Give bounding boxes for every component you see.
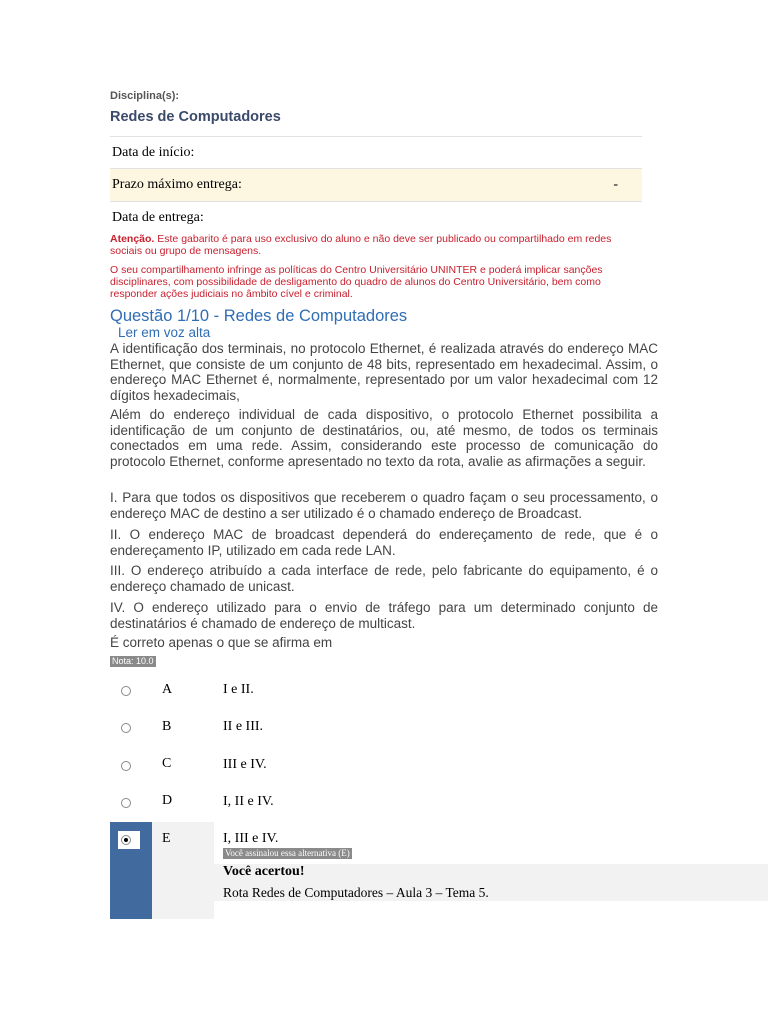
- option-b-radio[interactable]: [121, 723, 131, 733]
- option-e-radio-selected[interactable]: [121, 835, 131, 845]
- option-e-letter: E: [162, 831, 171, 846]
- statement-iii: III. O endereço atribuído a cada interface de rede, pelo fabricante do equipamento, é o endereço chamado de unicast.: [110, 563, 658, 594]
- option-c-letter: C: [162, 756, 172, 771]
- warning-notice: [110, 233, 638, 257]
- option-b-letter: B: [162, 719, 172, 734]
- option-a-letter: A: [162, 682, 173, 697]
- chosen-alternative-tag: Você assinalou essa alternativa (E): [225, 848, 350, 858]
- start-date-label: Data de início:: [112, 145, 195, 160]
- option-e-text[interactable]: I, III e IV.: [223, 831, 279, 846]
- deadline-label: Prazo máximo entrega:: [112, 177, 242, 192]
- question-title: Questão 1/10 - Redes de Computadores: [110, 307, 408, 325]
- delivery-date-label: Data de entrega:: [112, 210, 204, 225]
- option-c-text[interactable]: III e IV.: [223, 757, 267, 772]
- score-badge: Nota: 10.0: [112, 656, 154, 666]
- start-date-row: [110, 136, 642, 169]
- question-prompt: É correto apenas o que se afirma em: [110, 635, 333, 650]
- option-c-radio[interactable]: [121, 761, 131, 771]
- warning-text: Este gabarito é para uso exclusivo do aluno e não deve ser publicado ou compartilhado em redes sociais ou grupo de mensagens.: [110, 233, 612, 257]
- option-d-radio[interactable]: [121, 798, 131, 808]
- discipline-label: Disciplina(s):: [110, 90, 180, 102]
- option-d-text[interactable]: I, II e IV.: [223, 794, 274, 809]
- statement-iv: IV. O endereço utilizado para o envio de tráfego para um determinado conjunto de destinatários é chamado de endereço de multicast.: [110, 600, 658, 631]
- option-d-letter: D: [162, 793, 173, 808]
- option-a-radio[interactable]: [121, 686, 131, 696]
- feedback-title: Você acertou!: [223, 864, 305, 879]
- read-aloud-link[interactable]: Ler em voz alta: [118, 325, 211, 340]
- delivery-date-row: [110, 201, 642, 234]
- warning-strong: Atenção.: [110, 233, 155, 245]
- deadline-row: [110, 168, 642, 201]
- warning-sharing-text: O seu compartilhamento infringe as políticas do Centro Universitário UNINTER e poderá implicar sanções disciplinares, com possibilidade de desligamento do quadro de alunos do Centro Universitário, bem como responder ações judiciais no âmbito cível e criminal.: [110, 264, 603, 300]
- question-paragraph: A identificação dos terminais, no protocolo Ethernet, é realizada através do endereço MAC Ethernet, que consiste de um conjunto de 48 bits, representado em hexadecimal. Assim, o endereço MAC Ethernet é, normalmente, representado por um valor hexadecimal com 12 dígitos hexadecimais,: [110, 341, 658, 403]
- option-a-text[interactable]: I e II.: [223, 682, 254, 697]
- deadline-value: -: [613, 177, 618, 192]
- feedback-reference: Rota Redes de Computadores – Aula 3 – Tema 5.: [223, 885, 489, 900]
- discipline-name: Redes de Computadores: [110, 109, 281, 125]
- statement-i: I. Para que todos os dispositivos que receberem o quadro façam o seu processamento, o endereço MAC de destino a ser utilizado é o chamado endereço de Broadcast.: [110, 490, 658, 521]
- option-b-text[interactable]: II e III.: [223, 719, 264, 734]
- question-paragraph: Além do endereço individual de cada dispositivo, o protocolo Ethernet possibilita a identificação de um conjunto de destinatários, ou, até mesmo, de todos os terminais conectados em uma rede. Assim, considerando este processo de comunicação do protocolo Ethernet, conforme apresentado no texto da rota, avalie as afirmações a seguir.: [110, 407, 658, 469]
- statement-ii: II. O endereço MAC de broadcast dependerá do endereçamento de rede, que é o endereçamento IP, utilizado em cada rede LAN.: [110, 527, 658, 558]
